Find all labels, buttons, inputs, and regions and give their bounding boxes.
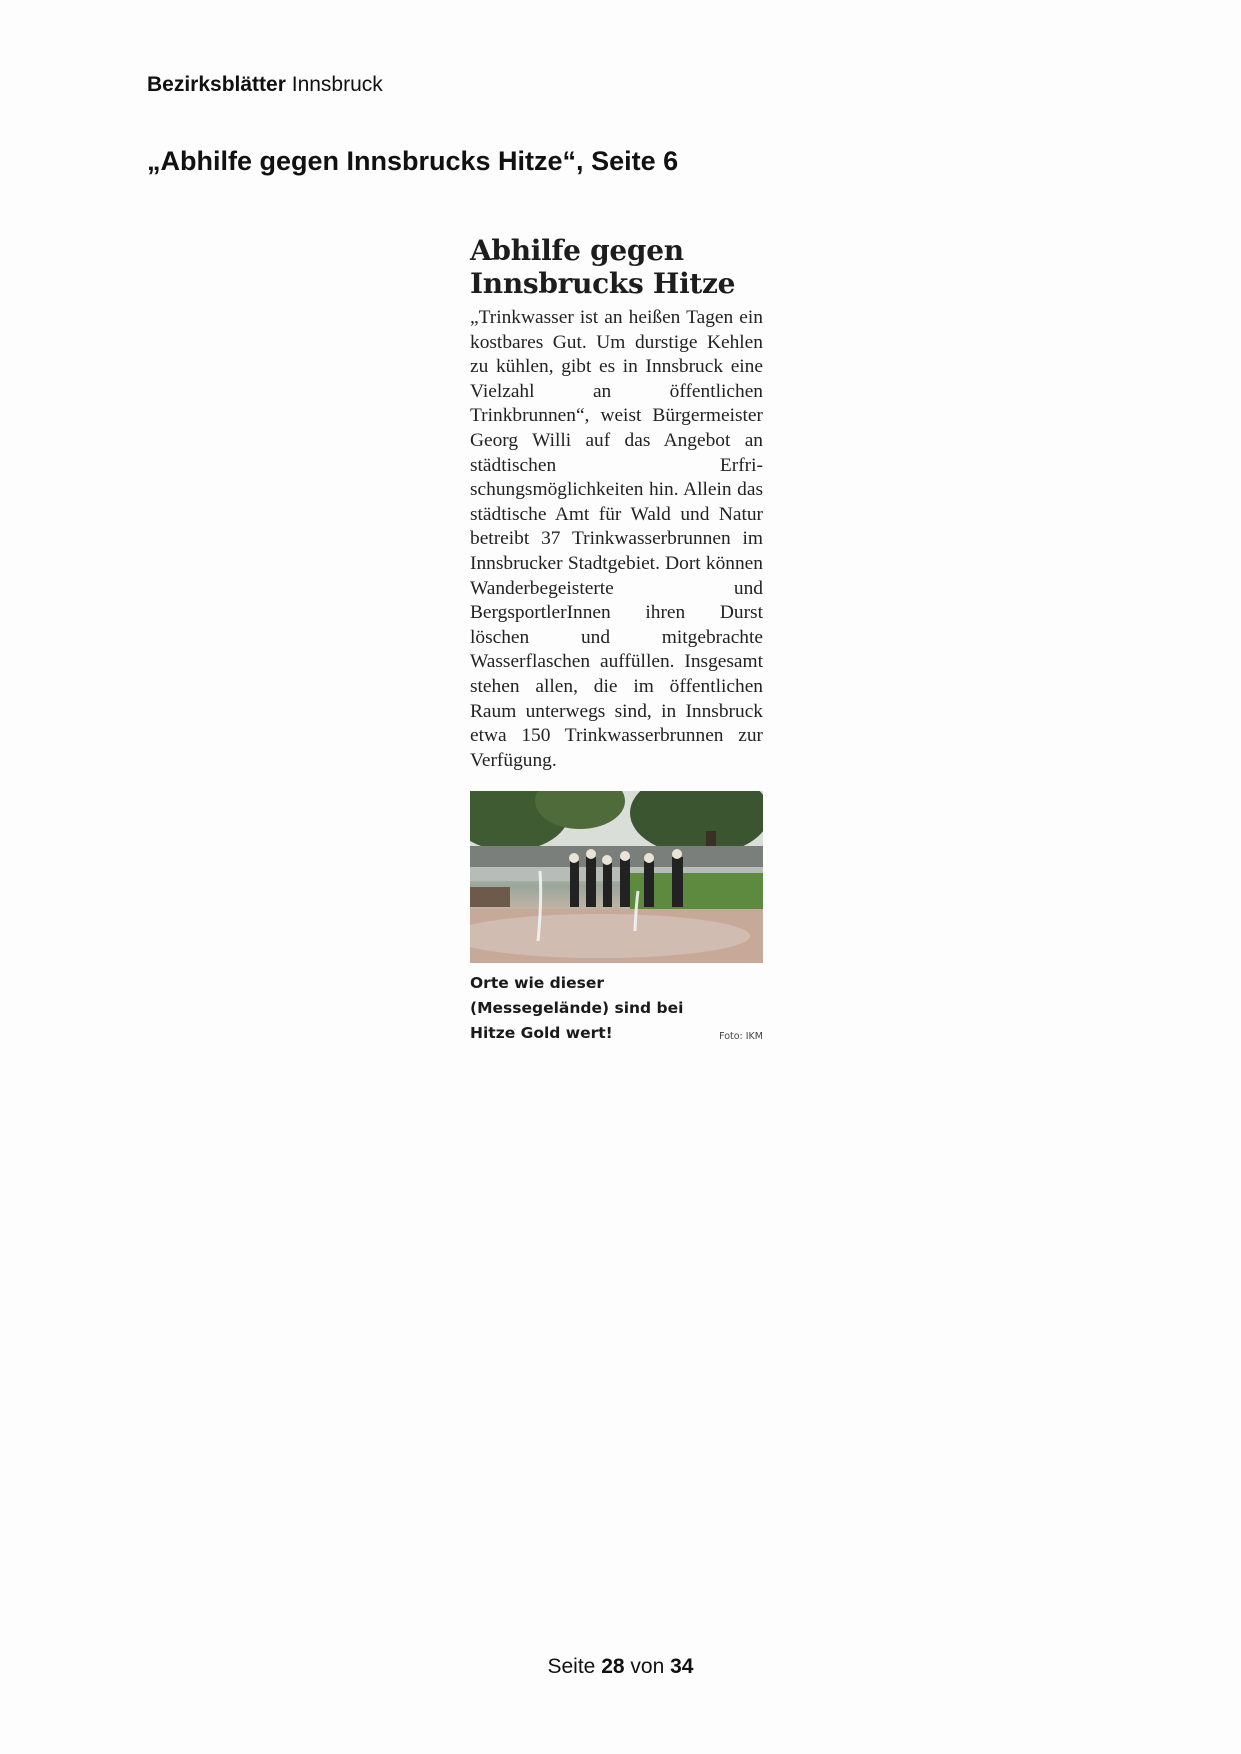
page-number-footer [0, 1655, 1241, 1679]
photo-credit: Foto: IKM [719, 1031, 763, 1043]
article-reference-title: „Abhilfe gegen Innsbrucks Hitze“, Seite 6 [147, 146, 679, 176]
article-body: „Trinkwasser ist an heißen Tagen ein kostbares Gut. Um durstige Kehlen zu kühlen, gibt es in Innsbruck eine Vielzahl an öffentlichen Trinkbrunnen“, weist Bürgermeister Georg Willi auf das Angebot an städtischen Erfrischungsmöglichkeiten hin. Allein das städtische Amt für Wald und Natur betreibt 37 Trinkwasserbrunnen im Innsbrucker Stadtgebiet. Dort können Wanderbegeisterte und BergsportlerInnen ihren Durst löschen und mitgebrachte Wasserflaschen auffüllen. Insgesamt stehen allen, die im öffentlichen Raum unterwegs sind, in Innsbruck etwa 150 Trinkwasserbrunnen zur Verfügung. [470, 307, 763, 771]
page-separator: von [630, 1655, 665, 1678]
publication-header [147, 73, 383, 97]
page-prefix: Seite [547, 1655, 596, 1678]
article-headline [470, 234, 763, 300]
article-photo [470, 791, 763, 963]
fountain-photo-illustration [470, 791, 763, 963]
newspaper-clipping [470, 234, 763, 1046]
current-page: 28 [601, 1655, 625, 1678]
publication-name: Bezirksblätter [147, 73, 286, 96]
photo-caption: Orte wie dieser (Messegelände) sind bei Hitze Gold wert! [470, 974, 684, 1043]
headline-line-1: Abhilfe gegen [470, 234, 684, 267]
headline-line-2: Innsbrucks Hitze [470, 267, 736, 300]
total-pages: 34 [670, 1655, 694, 1678]
photo-caption-row [470, 971, 763, 1046]
publication-region: Innsbruck [291, 73, 383, 96]
